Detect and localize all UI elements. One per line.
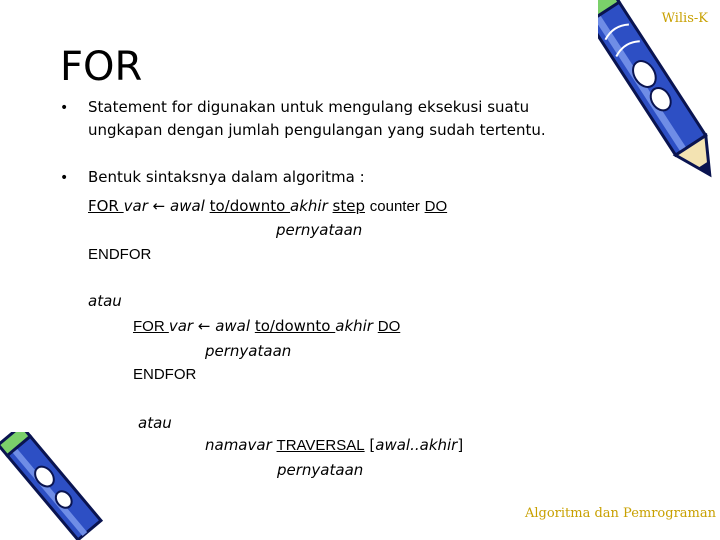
bullet-2-line-1: Bentuk sintaksnya dalam algoritma : [88, 168, 365, 186]
kw-to-downto: to/downto [209, 197, 291, 215]
kw-do: DO [377, 318, 401, 335]
kw-awal: awal [170, 197, 205, 215]
syntax-2-body: pernyataan [205, 342, 292, 360]
pencil-icon [0, 432, 110, 540]
kw-var: var [123, 197, 153, 215]
kw-counter: counter [369, 198, 420, 215]
atau-label: atau [88, 292, 122, 310]
syntax-3-header [205, 436, 463, 454]
slide-title: FOR [60, 44, 143, 90]
kw-step: step [332, 197, 365, 215]
kw-for: FOR [88, 197, 124, 215]
arrow-icon: ← [197, 317, 211, 335]
bullet-marker: • [60, 170, 69, 186]
bullet-1-line-1: Statement for digunakan untuk mengulang eksekusi suatu [88, 98, 530, 116]
arrow-icon: ← [152, 197, 166, 215]
range-close-bracket: ] [457, 436, 464, 454]
syntax-1-body: pernyataan [276, 221, 363, 239]
syntax-1-endfor: ENDFOR [88, 246, 152, 263]
pencil-icon [598, 0, 720, 185]
kw-akhir: akhir [290, 197, 328, 215]
syntax-2-header [133, 317, 400, 335]
kw-traversal: TRAVERSAL [276, 437, 365, 454]
syntax-1-header [88, 197, 447, 215]
kw-awal: awal [215, 317, 251, 335]
kw-for: FOR [133, 318, 169, 335]
footer-label: Algoritma dan Pemrograman [524, 506, 716, 521]
atau-label: atau [138, 414, 172, 432]
kw-var: var [168, 317, 198, 335]
author-label: Wilis-K [661, 11, 708, 26]
kw-range: awal..akhir [375, 436, 458, 454]
kw-to-downto: to/downto [254, 317, 336, 335]
range-open-bracket: [ [369, 436, 376, 454]
bullet-marker: • [60, 100, 69, 116]
syntax-2-endfor: ENDFOR [133, 366, 197, 383]
kw-do: DO [424, 198, 448, 215]
kw-namavar: namavar [205, 436, 272, 454]
bullet-1-line-2: ungkapan dengan jumlah pengulangan yang sudah tertentu. [88, 121, 546, 139]
syntax-3-body: pernyataan [277, 461, 364, 479]
kw-akhir: akhir [335, 317, 373, 335]
